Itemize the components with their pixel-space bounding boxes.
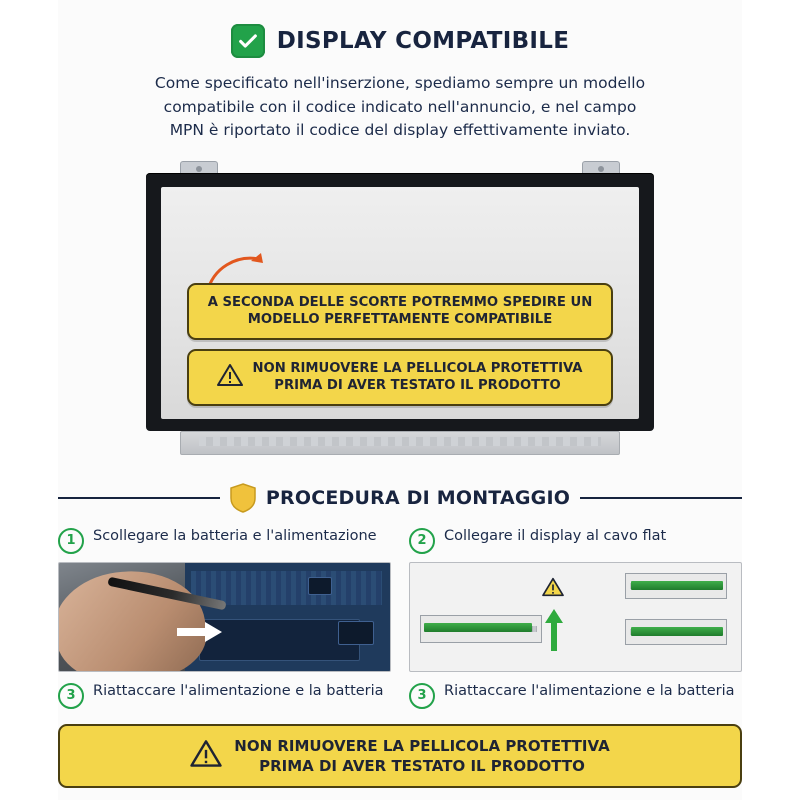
warning-triangle-icon	[217, 363, 243, 393]
divider-left	[58, 497, 220, 499]
laptop-motherboard-photo	[58, 562, 391, 672]
motherboard-graphic	[185, 563, 390, 671]
step-3-right	[409, 682, 742, 709]
white-arrow-icon	[177, 621, 223, 647]
step-2-label	[409, 527, 742, 554]
compatibility-banner-text: A SECONDA DELLE SCORTE POTREMMO SPEDIRE UN MODELLO PERFETTAMENTE COMPATIBILE	[207, 294, 593, 328]
display-bottom-plate	[180, 431, 620, 455]
page-title: DISPLAY COMPATIBILE	[276, 28, 570, 54]
footer-line2: PRIMA DI AVER TESTATO IL PRODOTTO	[259, 756, 585, 775]
step-1	[58, 527, 391, 672]
intro-paragraph: Come specificato nell'inserzione, spediamo sempre un modello compatibile con il codice indicato nell'annuncio, e nel campo MPN è riportato il codice del display effettivamente inviato.	[154, 74, 646, 140]
protective-film-line2: PRIMA DI AVER TESTATO IL PRODOTTO	[274, 378, 561, 394]
step-1-number: 1	[58, 528, 84, 554]
display-illustration	[146, 161, 654, 461]
shield-icon	[230, 483, 256, 513]
procedure-title: PROCEDURA DI MONTAGGIO	[265, 486, 571, 509]
up-arrow-icon	[544, 609, 564, 655]
right-margin	[742, 0, 800, 800]
left-margin	[0, 0, 58, 800]
step-3-left-number: 3	[58, 683, 84, 709]
warning-triangle-icon	[542, 577, 564, 601]
step-2	[409, 527, 742, 672]
step-3-left-text: Riattaccare l'alimentazione e la batteria	[93, 682, 384, 699]
protective-film-banner	[187, 349, 613, 407]
display-bezel	[146, 173, 654, 431]
compatibility-banner	[187, 283, 613, 341]
procedure-steps-row-1	[58, 527, 742, 672]
footer-warning-banner	[58, 724, 742, 789]
flat-cable-left	[424, 623, 532, 632]
protective-film-line1: NON RIMUOVERE LA PELLICOLA PROTETTIVA	[252, 360, 583, 376]
step-2-number: 2	[409, 528, 435, 554]
check-badge-icon	[231, 24, 265, 58]
content-area	[58, 0, 742, 800]
header-title-row	[58, 0, 742, 58]
step-2-text: Collegare il display al cavo flat	[444, 527, 667, 544]
procedure-header	[58, 483, 742, 513]
warning-triangle-icon	[190, 739, 222, 773]
chip-graphic-2	[308, 577, 332, 595]
step-3-right-text: Riattaccare l'alimentazione e la batteria	[444, 682, 735, 699]
step-1-label	[58, 527, 391, 554]
footer-line1: NON RIMUOVERE LA PELLICOLA PROTETTIVA	[234, 736, 610, 755]
flat-cable-top	[631, 581, 723, 590]
display-screen	[161, 187, 639, 419]
divider-right	[580, 497, 742, 499]
flat-cable-bottom	[631, 627, 723, 636]
step-3-right-number: 3	[409, 683, 435, 709]
step-3-left	[58, 682, 391, 709]
display-connector-photo	[409, 562, 742, 672]
procedure-steps-row-2	[58, 682, 742, 717]
step-1-text: Scollegare la batteria e l'alimentazione	[93, 527, 377, 544]
chip-graphic	[338, 621, 374, 645]
